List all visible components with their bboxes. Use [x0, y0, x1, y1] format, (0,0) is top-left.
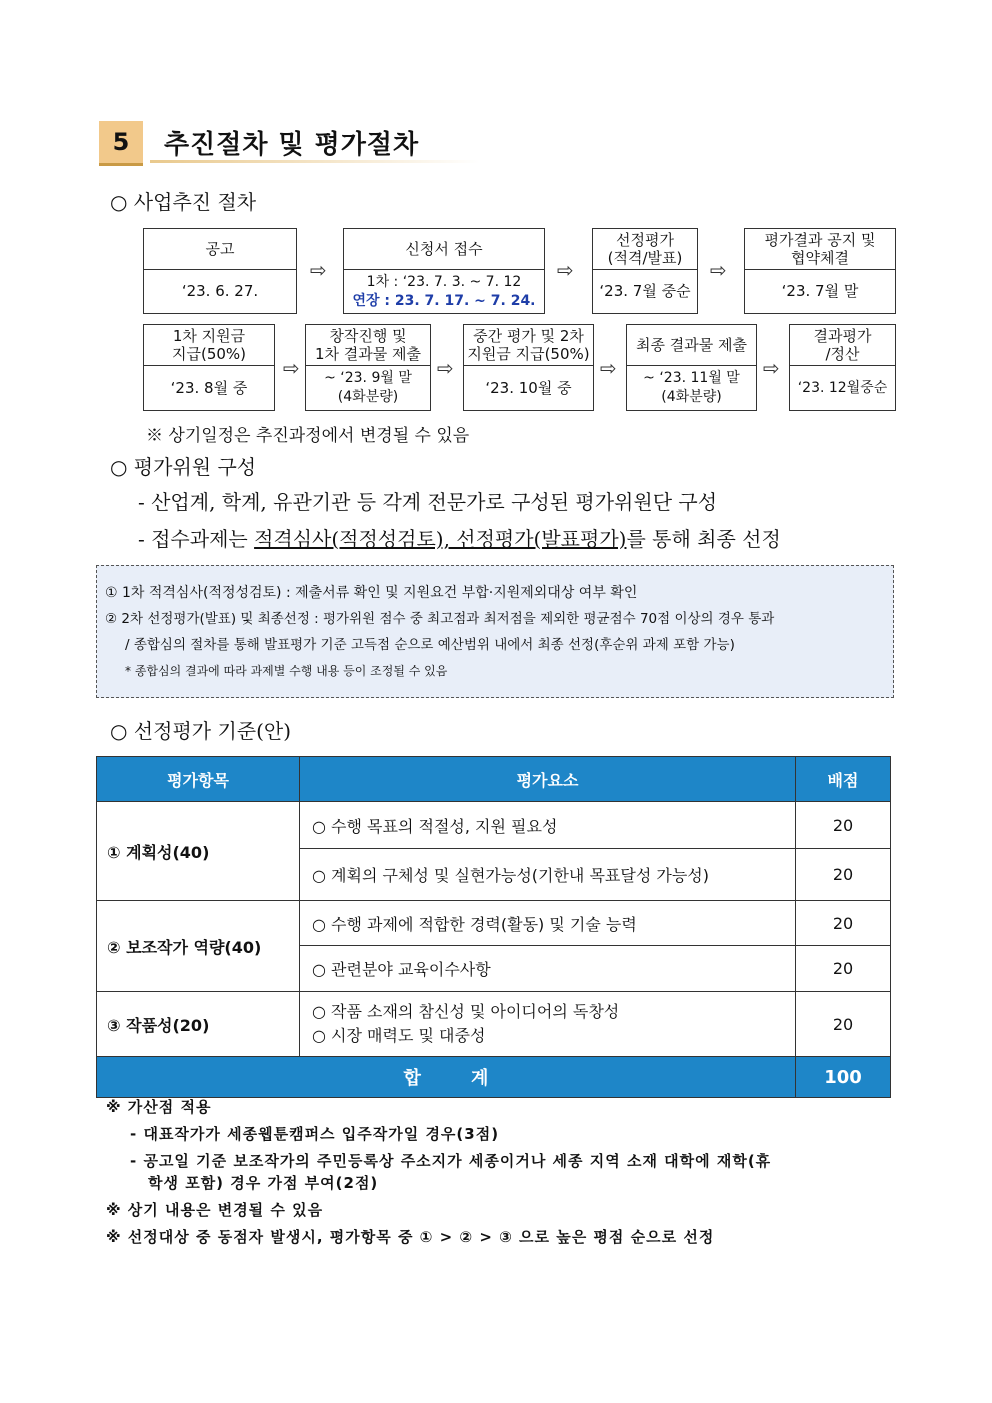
process-box-title: 평가결과 공지 및 협약체결: [745, 229, 895, 270]
process-box-title: 신청서 접수: [344, 229, 544, 270]
element-line: ○ 시장 매력도 및 대중성: [312, 1026, 486, 1045]
total-row: [97, 1057, 891, 1098]
process-box-date: ‘23. 12월중순: [797, 379, 888, 396]
process-box-date: ‘23. 10월 중: [485, 378, 572, 397]
element-line: ○ 작품 소재의 참신성 및 아이디어의 독창성: [312, 1002, 620, 1021]
process-box-quantity: (4화분량): [337, 389, 399, 405]
notebox-footnote: * 종합심의 결과에 따라 과제별 수행 내용 등이 조정될 수 있음: [125, 664, 448, 678]
process-box-selection-eval: [592, 228, 698, 314]
process-box-date: ‘23. 7월 말: [781, 282, 859, 300]
committee-line-2-underlined: 적격심사(적정성검토), 선정평가(발표평가): [254, 527, 627, 551]
process-box-date: ‘23. 8월 중: [170, 378, 248, 397]
process-box-quantity: (4화분량): [661, 389, 722, 405]
process-box-first-grant: [143, 324, 275, 411]
process-box-date: ~ ‘23. 11월 말: [643, 370, 740, 386]
element-text: [300, 992, 796, 1057]
total-label: 합 계: [97, 1057, 796, 1098]
process-box-date: 1차 : ‘23. 7. 3. ~ 7. 12: [366, 273, 522, 290]
header-elements: 평가요소: [300, 757, 796, 802]
table-header-row: [97, 757, 891, 802]
process-box-title: 창작진행 및 1차 결과물 제출: [306, 325, 430, 366]
element-text: ○ 관련분야 교육이수사항: [300, 946, 796, 992]
process-box-result-notice: [744, 228, 896, 314]
process-box-creation: [305, 324, 431, 411]
header-score: 배점: [796, 757, 891, 802]
process-box-date: ‘23. 7월 중순: [599, 282, 691, 300]
arrow-icon: ⇨: [557, 258, 574, 282]
arrow-icon: ⇨: [600, 356, 617, 380]
section-title: 추진절차 및 평가절차: [164, 130, 420, 160]
bonus-item-1: - 대표작가가 세종웹툰캠퍼스 입주작가일 경우(3점): [130, 1125, 500, 1143]
committee-heading: ○ 평가위원 구성: [110, 455, 257, 479]
element-text: ○ 수행 과제에 적합한 경력(활동) 및 기술 능력: [300, 901, 796, 946]
process-box-extension: 연장 : 23. 7. 17. ~ 7. 24.: [352, 292, 536, 309]
category-planning: ① 계획성(40): [97, 802, 300, 901]
procedure-heading: ○ 사업추진 절차: [110, 190, 257, 214]
process-box-final-submit: [626, 324, 757, 411]
process-box-application: [343, 228, 545, 314]
category-artistry: ③ 작품성(20): [97, 992, 300, 1057]
change-note: ※ 상기 내용은 변경될 수 있음: [106, 1201, 324, 1219]
element-score: 20: [796, 849, 891, 901]
element-score: 20: [796, 992, 891, 1057]
element-score: 20: [796, 901, 891, 946]
process-box-title: 선정평가 (적격/발표): [593, 229, 697, 270]
criteria-heading: ○ 선정평가 기준(안): [110, 719, 292, 743]
process-box-settlement: [789, 324, 896, 411]
notebox-item-2b: / 종합심의 절차를 통해 발표평가 기준 고득점 순으로 예산범위 내에서 최종 선정(후순위 과제 포함 가능): [125, 637, 735, 653]
arrow-icon: ⇨: [437, 356, 454, 380]
arrow-icon: ⇨: [283, 356, 300, 380]
table-row: [97, 901, 891, 946]
category-assistant-ability: ② 보조작가 역량(40): [97, 901, 300, 992]
process-box-announcement: [143, 228, 297, 314]
process-box-midterm: [463, 324, 594, 411]
process-box-date: ‘23. 6. 27.: [181, 282, 259, 300]
table-row: [97, 992, 891, 1057]
committee-line-2: [138, 523, 781, 552]
process-box-title: 중간 평가 및 2차 지원금 지급(50%): [464, 325, 593, 366]
bonus-heading: ※ 가산점 적용: [106, 1098, 212, 1116]
section-underline: [150, 160, 480, 163]
process-box-date: ~ ‘23. 9월 말: [324, 370, 412, 386]
arrow-icon: ⇨: [710, 258, 727, 282]
notebox-item-1: ① 1차 적격심사(적정성검토) : 제출서류 확인 및 지원요건 부합·지원제외대상 여부 확인: [105, 585, 638, 601]
element-text: ○ 수행 목표의 적절성, 지원 필요성: [300, 802, 796, 849]
header-category: 평가항목: [97, 757, 300, 802]
table-row: [97, 802, 891, 849]
schedule-note: ※ 상기일정은 추진과정에서 변경될 수 있음: [146, 426, 470, 446]
section-number: 5: [99, 121, 143, 166]
evaluation-criteria-table: [96, 756, 891, 1098]
element-score: 20: [796, 946, 891, 992]
committee-line-2-suffix: 를 통해 최종 선정: [626, 527, 781, 551]
review-process-notebox: [96, 565, 894, 698]
element-text: ○ 계획의 구체성 및 실현가능성(기한내 목표달성 가능성): [300, 849, 796, 901]
bonus-item-2-cont: 학생 포함) 경우 가점 부여(2점): [148, 1174, 379, 1192]
committee-line-2-prefix: - 접수과제는: [138, 527, 255, 551]
total-score: 100: [796, 1057, 891, 1098]
process-box-title: 결과평가 /정산: [790, 325, 895, 366]
bonus-item-2: - 공고일 기준 보조작가의 주민등록상 주소지가 세종이거나 세종 지역 소재 대학에 재학(휴: [130, 1152, 772, 1170]
process-box-title: 1차 지원금 지급(50%): [144, 325, 274, 366]
element-score: 20: [796, 802, 891, 849]
arrow-icon: ⇨: [310, 258, 327, 282]
committee-line-1: - 산업계, 학계, 유관기관 등 각계 전문가로 구성된 평가위원단 구성: [138, 490, 718, 514]
notebox-item-2a: ② 2차 선정평가(발표) 및 최종선정 : 평가위원 점수 중 최고점과 최저점을 제외한 평균점수 70점 이상의 경우 통과: [105, 611, 775, 627]
tie-break-note: ※ 선정대상 중 동점자 발생시, 평가항목 중 ① > ② > ③ 으로 높은 평점 순으로 선정: [106, 1228, 715, 1246]
process-box-title: 공고: [144, 229, 296, 270]
arrow-icon: ⇨: [763, 356, 780, 380]
process-box-title: 최종 결과물 제출: [627, 325, 756, 366]
